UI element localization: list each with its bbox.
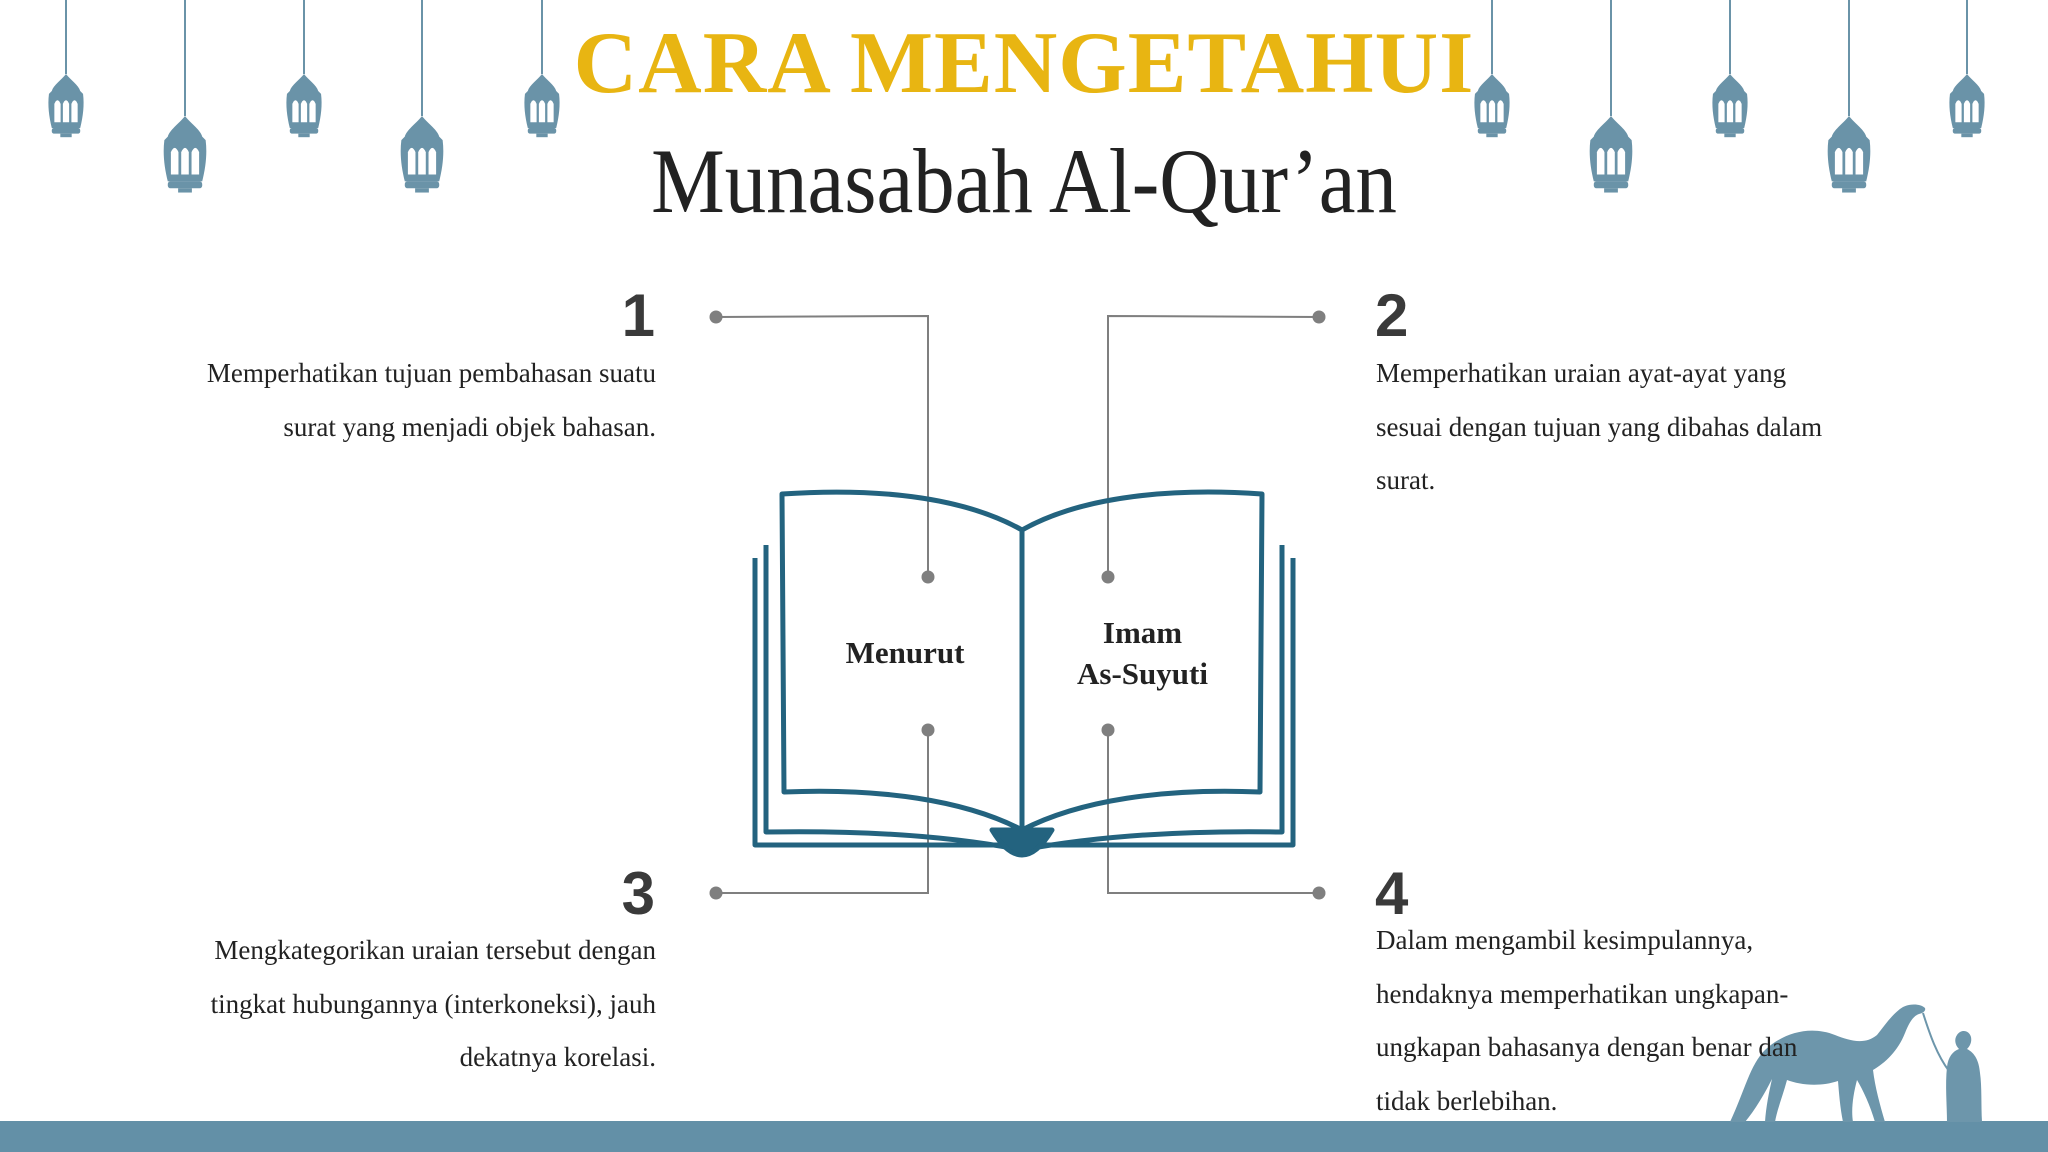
connector-dot	[922, 724, 935, 737]
connector-dot	[710, 311, 723, 324]
connector-dot	[1313, 887, 1326, 900]
step-description-3: Mengkategorikan uraian tersebut dengan tingkat hubungannya (interkoneksi), jauh dekatnya korelasi.	[210, 935, 656, 1072]
title-secondary: Munasabah Al-Qur’an	[651, 130, 1397, 232]
book-label-right: Imam As-Suyuti	[1077, 615, 1208, 691]
step-number-4: 4	[1375, 860, 1409, 927]
connector-dot	[710, 887, 723, 900]
connector-dot	[922, 571, 935, 584]
step-description-1: Memperhatikan tujuan pembahasan suatu surat yang menjadi objek bahasan.	[206, 358, 656, 442]
connector-dot	[1313, 311, 1326, 324]
step-description-4: Dalam mengambil kesimpulannya, hendaknya memperhatikan ungkapan- ungkapan bahasanya dengan benar dan tidak berlebihan.	[1376, 925, 1798, 1116]
connector-dot	[1102, 724, 1115, 737]
connector-dot	[1102, 571, 1115, 584]
step-number-2: 2	[1375, 282, 1409, 349]
traveler-silhouette-icon	[1946, 1031, 1982, 1122]
title-primary: CARA MENGETAHUI	[573, 15, 1475, 112]
step-description-2: Memperhatikan uraian ayat-ayat yang sesuai dengan tujuan yang dibahas dalam surat.	[1376, 358, 1823, 495]
step-number-1: 1	[621, 282, 655, 349]
step-number-3: 3	[621, 860, 655, 927]
book-label-left: Menurut	[845, 635, 965, 670]
